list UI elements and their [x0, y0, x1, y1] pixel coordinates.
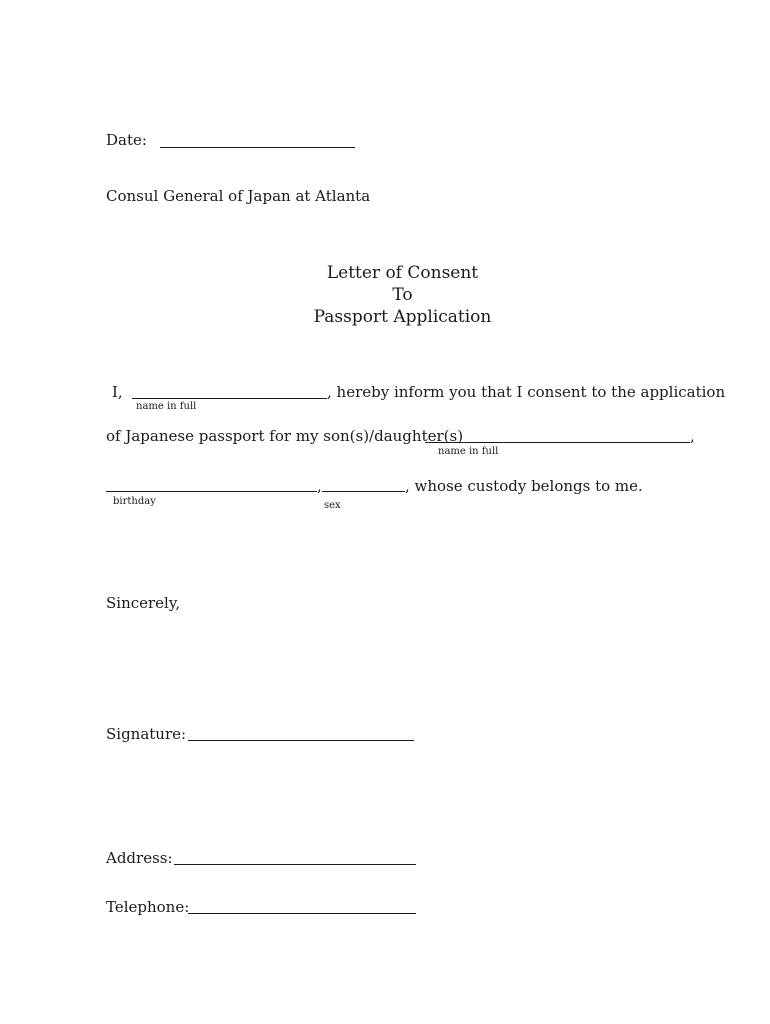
date-field[interactable]	[160, 147, 355, 148]
custody-text: , whose custody belongs to me.	[405, 477, 643, 495]
birthday-field[interactable]	[106, 491, 317, 492]
closing: Sincerely,	[106, 594, 181, 612]
passport-text: of Japanese passport for my son(s)/daughter(s)	[106, 427, 464, 445]
child-name-caption: name in full	[438, 446, 499, 457]
address-field[interactable]	[174, 864, 416, 865]
birthday-comma: ,	[317, 477, 322, 495]
telephone-label: Telephone:	[106, 898, 190, 916]
sex-field[interactable]	[322, 491, 405, 492]
signature-field[interactable]	[188, 740, 414, 741]
title-line-3: Passport Application	[313, 307, 492, 327]
parent-name-caption: name in full	[136, 401, 197, 412]
date-label: Date:	[106, 131, 147, 149]
consent-text: , hereby inform you that I consent to the application	[327, 383, 726, 401]
parent-name-field[interactable]	[132, 398, 327, 399]
telephone-field[interactable]	[188, 913, 416, 914]
address-label: Address:	[106, 849, 173, 867]
title-line-1: Letter of Consent	[326, 263, 479, 283]
addressee: Consul General of Japan at Atlanta	[106, 187, 371, 205]
birthday-caption: birthday	[113, 496, 156, 507]
line2-end-comma: ,	[690, 427, 695, 445]
title-line-2: To	[392, 285, 413, 305]
i-label: I,	[112, 383, 123, 401]
child-name-field[interactable]	[425, 442, 690, 443]
sex-caption: sex	[324, 500, 341, 511]
signature-label: Signature:	[106, 725, 187, 743]
